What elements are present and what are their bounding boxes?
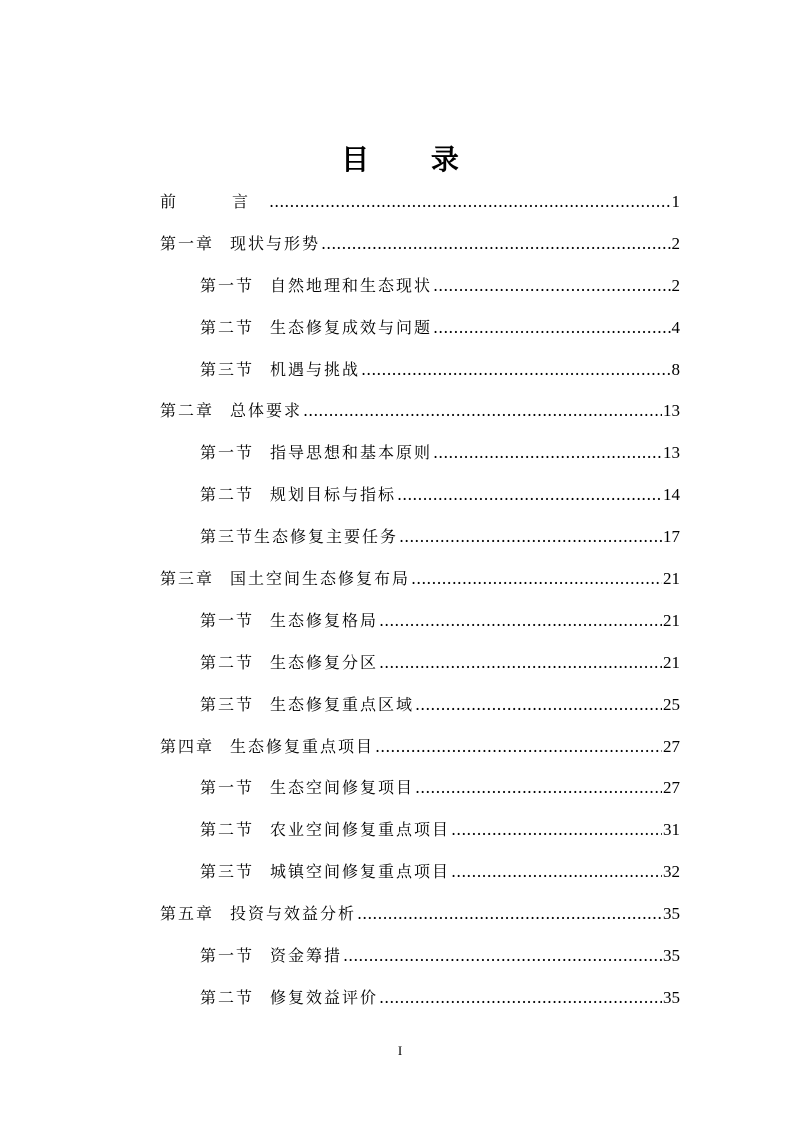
toc-section-entry[interactable]	[160, 939, 680, 981]
toc-entry-label	[200, 478, 396, 512]
toc-entry-number: 第二节	[200, 317, 255, 337]
toc-page-number: 31	[663, 820, 680, 840]
toc-dot-leader	[269, 185, 670, 219]
toc-dot-leader	[451, 855, 662, 889]
toc-page-number: 21	[663, 569, 680, 589]
toc-dot-leader	[357, 897, 662, 931]
toc-section-entry[interactable]	[160, 353, 680, 395]
toc-page-number: 4	[671, 317, 680, 337]
toc-chapter-entry[interactable]	[160, 562, 680, 604]
toc-dot-leader	[303, 394, 662, 428]
toc-entry-number: 第一章	[160, 233, 215, 253]
toc-entry-label	[160, 394, 302, 428]
toc-entry-number: 第一节	[200, 778, 255, 798]
toc-section-entry[interactable]	[160, 520, 680, 562]
toc-dot-leader	[411, 562, 662, 596]
toc-section-entry[interactable]	[160, 855, 680, 897]
toc-entry-title: 生态修复主要任务	[254, 527, 399, 547]
toc-entry-title: 修复效益评价	[270, 987, 379, 1007]
toc-page-number: 21	[663, 652, 680, 672]
toc-chapter-entry[interactable]	[160, 394, 680, 436]
toc-entry-number: 第一节	[200, 443, 255, 463]
toc-page-number: 17	[663, 527, 680, 547]
toc-entry-label	[200, 688, 414, 722]
toc-entry-number: 第二节	[200, 987, 255, 1007]
toc-page-number: 27	[663, 736, 680, 756]
toc-dot-leader	[379, 981, 662, 1015]
toc-entry-number: 第二节	[200, 652, 255, 672]
toc-entry-label	[160, 227, 320, 261]
toc-entry-number: 第三节	[200, 694, 255, 714]
toc-page-number: 35	[663, 987, 680, 1007]
toc-entry-title: 总体要求	[230, 401, 303, 421]
toc-entry-number: 第一节	[200, 946, 255, 966]
page-number: I	[397, 1043, 403, 1058]
toc-page-number: 2	[671, 275, 680, 295]
toc-section-entry[interactable]	[160, 981, 680, 1023]
toc-dot-leader	[379, 604, 662, 638]
toc-entry-number: 第二章	[160, 401, 215, 421]
toc-section-entry[interactable]	[160, 436, 680, 478]
toc-entry-label	[200, 813, 450, 847]
toc-entry-number: 第三节	[200, 862, 255, 882]
toc-entry-label	[200, 981, 378, 1015]
toc-entry-label	[200, 939, 342, 973]
toc-dot-leader	[415, 688, 662, 722]
toc-entry-title: 生态修复分区	[270, 652, 379, 672]
toc-page-number: 1	[671, 192, 680, 211]
toc-section-entry[interactable]	[160, 604, 680, 646]
toc-chapter-entry[interactable]	[160, 185, 680, 227]
toc-entry-title: 生态修复重点区域	[270, 694, 415, 714]
toc-section-entry[interactable]	[160, 646, 680, 688]
toc-entry-number: 第五章	[160, 904, 215, 924]
toc-section-entry[interactable]	[160, 269, 680, 311]
toc-chapter-entry[interactable]	[160, 730, 680, 772]
page-title: 目 录	[341, 143, 485, 176]
toc-entry-label	[200, 771, 414, 805]
toc-entry-title: 城镇空间修复重点项目	[270, 862, 451, 882]
toc-entry-label	[160, 185, 268, 219]
toc-dot-leader	[399, 520, 662, 554]
toc-dot-leader	[397, 478, 662, 512]
toc-entry-title: 农业空间修复重点项目	[270, 820, 451, 840]
toc-entry-number: 第三章	[160, 569, 215, 589]
toc-entry-title: 规划目标与指标	[270, 485, 397, 505]
toc-section-entry[interactable]	[160, 771, 680, 813]
toc-entry-label	[200, 520, 398, 554]
toc-page-number: 8	[671, 359, 680, 379]
toc-dot-leader	[379, 646, 662, 680]
toc-entry-number: 第三节	[200, 359, 255, 379]
toc-entry-label	[200, 646, 378, 680]
toc-dot-leader	[433, 269, 670, 303]
toc-entry-title: 生态修复重点项目	[230, 736, 375, 756]
toc-chapter-entry[interactable]	[160, 227, 680, 269]
toc-entry-title: 自然地理和生态现状	[270, 275, 433, 295]
toc-chapter-entry[interactable]	[160, 897, 680, 939]
toc-section-entry[interactable]	[160, 311, 680, 353]
toc-entry-title: 指导思想和基本原则	[270, 443, 433, 463]
toc-section-entry[interactable]	[160, 478, 680, 520]
toc-entry-title: 生态修复格局	[270, 610, 379, 630]
toc-page-number: 27	[663, 778, 680, 798]
toc-entry-label	[200, 269, 432, 303]
toc-section-entry[interactable]	[160, 813, 680, 855]
toc-page-number: 21	[663, 610, 680, 630]
toc-entry-title: 投资与效益分析	[230, 904, 357, 924]
toc-dot-leader	[375, 730, 662, 764]
table-of-contents	[160, 185, 680, 1023]
toc-dot-leader	[433, 311, 670, 345]
toc-entry-title: 国土空间生态修复布局	[230, 569, 411, 589]
toc-dot-leader	[321, 227, 670, 261]
toc-section-entry[interactable]	[160, 688, 680, 730]
toc-dot-leader	[415, 771, 662, 805]
toc-entry-label	[160, 730, 374, 764]
toc-page-number: 35	[663, 946, 680, 966]
toc-entry-label	[200, 855, 450, 889]
toc-entry-label	[200, 353, 360, 387]
toc-dot-leader	[361, 353, 670, 387]
toc-page-number: 2	[671, 233, 680, 253]
toc-entry-title: 现状与形势	[230, 233, 321, 253]
toc-entry-title: 生态修复成效与问题	[270, 317, 433, 337]
toc-entry-number: 第二节	[200, 820, 255, 840]
toc-page-number: 25	[663, 694, 680, 714]
toc-dot-leader	[343, 939, 662, 973]
toc-entry-title: 生态空间修复项目	[270, 778, 415, 798]
toc-entry-title: 机遇与挑战	[270, 359, 361, 379]
toc-entry-label	[160, 562, 410, 596]
toc-page-number: 13	[663, 401, 680, 421]
toc-page-number: 35	[663, 904, 680, 924]
toc-entry-number: 第四章	[160, 736, 215, 756]
toc-entry-label	[160, 897, 356, 931]
toc-entry-number: 第二节	[200, 485, 255, 505]
toc-entry-number: 第一节	[200, 610, 255, 630]
toc-entry-number: 第一节	[200, 275, 255, 295]
toc-entry-label	[200, 604, 378, 638]
toc-dot-leader	[433, 436, 662, 470]
toc-page-number: 14	[663, 485, 680, 505]
toc-page-number: 13	[663, 443, 680, 463]
toc-dot-leader	[451, 813, 662, 847]
toc-entry-label	[200, 311, 432, 345]
toc-entry-title: 前 言	[160, 192, 269, 211]
toc-entry-title: 资金筹措	[270, 946, 343, 966]
toc-entry-number: 第三节	[200, 527, 255, 547]
toc-page-number: 32	[663, 862, 680, 882]
toc-entry-label	[200, 436, 432, 470]
